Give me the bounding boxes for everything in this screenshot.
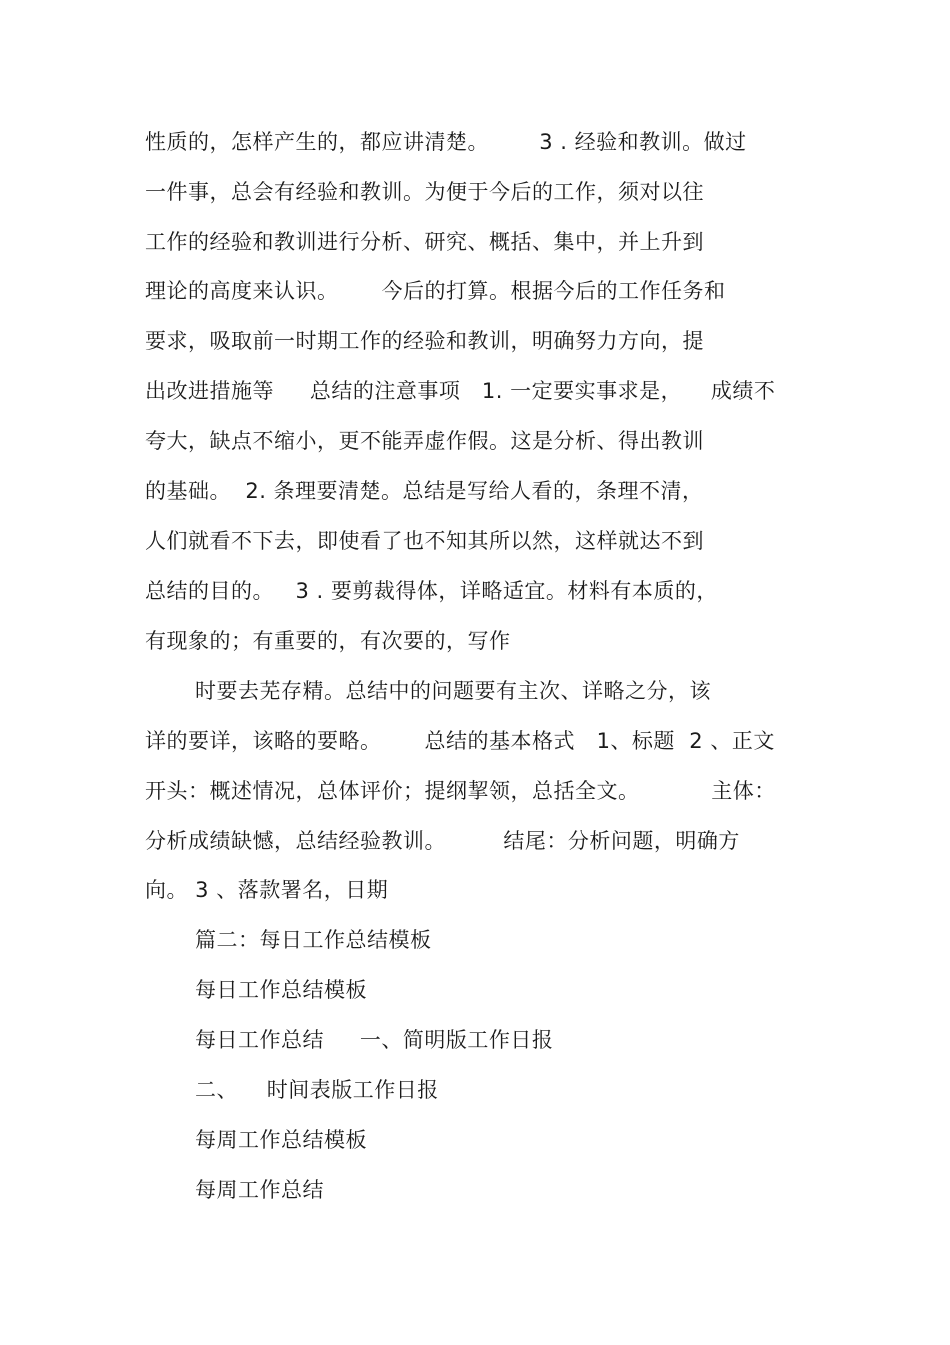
- paragraph-line: 的基础。 2. 条理要清楚。总结是写给人看的，条理不清，: [145, 479, 704, 503]
- subheading: 每日工作总结 一、简明版工作日报: [195, 1028, 554, 1052]
- paragraph-line: 开头：概述情况，总体评价；提纲挈领，总括全文。 主体：: [145, 779, 776, 803]
- subheading: 二、 时间表版工作日报: [195, 1078, 439, 1102]
- paragraph-line: 有现象的；有重要的，有次要的，写作: [145, 629, 511, 653]
- paragraph-line: 详的要详，该略的要略。 总结的基本格式 1、标题 2 、正文: [145, 729, 775, 753]
- subheading: 每周工作总结: [195, 1178, 324, 1202]
- paragraph-line: 要求，吸取前一时期工作的经验和教训，明确努力方向，提: [145, 329, 704, 353]
- paragraph-line: 总结的目的。 3 . 要剪裁得体，详略适宜。材料有本质的，: [145, 579, 718, 603]
- paragraph-line: 一件事，总会有经验和教训。为便于今后的工作，须对以往: [145, 180, 704, 204]
- subheading: 每周工作总结模板: [195, 1128, 367, 1152]
- subheading: 每日工作总结模板: [195, 978, 367, 1002]
- paragraph-line: 理论的高度来认识。 今后的打算。根据今后的工作任务和: [145, 279, 726, 303]
- paragraph-line: 向。 3 、落款署名，日期: [145, 878, 389, 902]
- paragraph-line: 工作的经验和教训进行分析、研究、概括、集中，并上升到: [145, 230, 704, 254]
- paragraph-line: 夸大，缺点不缩小，更不能弄虚作假。这是分析、得出教训: [145, 429, 704, 453]
- paragraph-line: 性质的，怎样产生的，都应讲清楚。 3 . 经验和教训。做过: [145, 130, 747, 154]
- paragraph-line: 分析成绩缺憾，总结经验教训。 结尾：分析问题，明确方: [145, 829, 740, 853]
- section-heading: 篇二：每日工作总结模板: [195, 928, 432, 952]
- paragraph-line: 人们就看不下去，即使看了也不知其所以然，这样就达不到: [145, 529, 704, 553]
- paragraph-line: 时要去芜存精。总结中的问题要有主次、详略之分，该: [195, 679, 711, 703]
- paragraph-line: 出改进措施等 总结的注意事项 1. 一定要实事求是， 成绩不: [145, 379, 776, 403]
